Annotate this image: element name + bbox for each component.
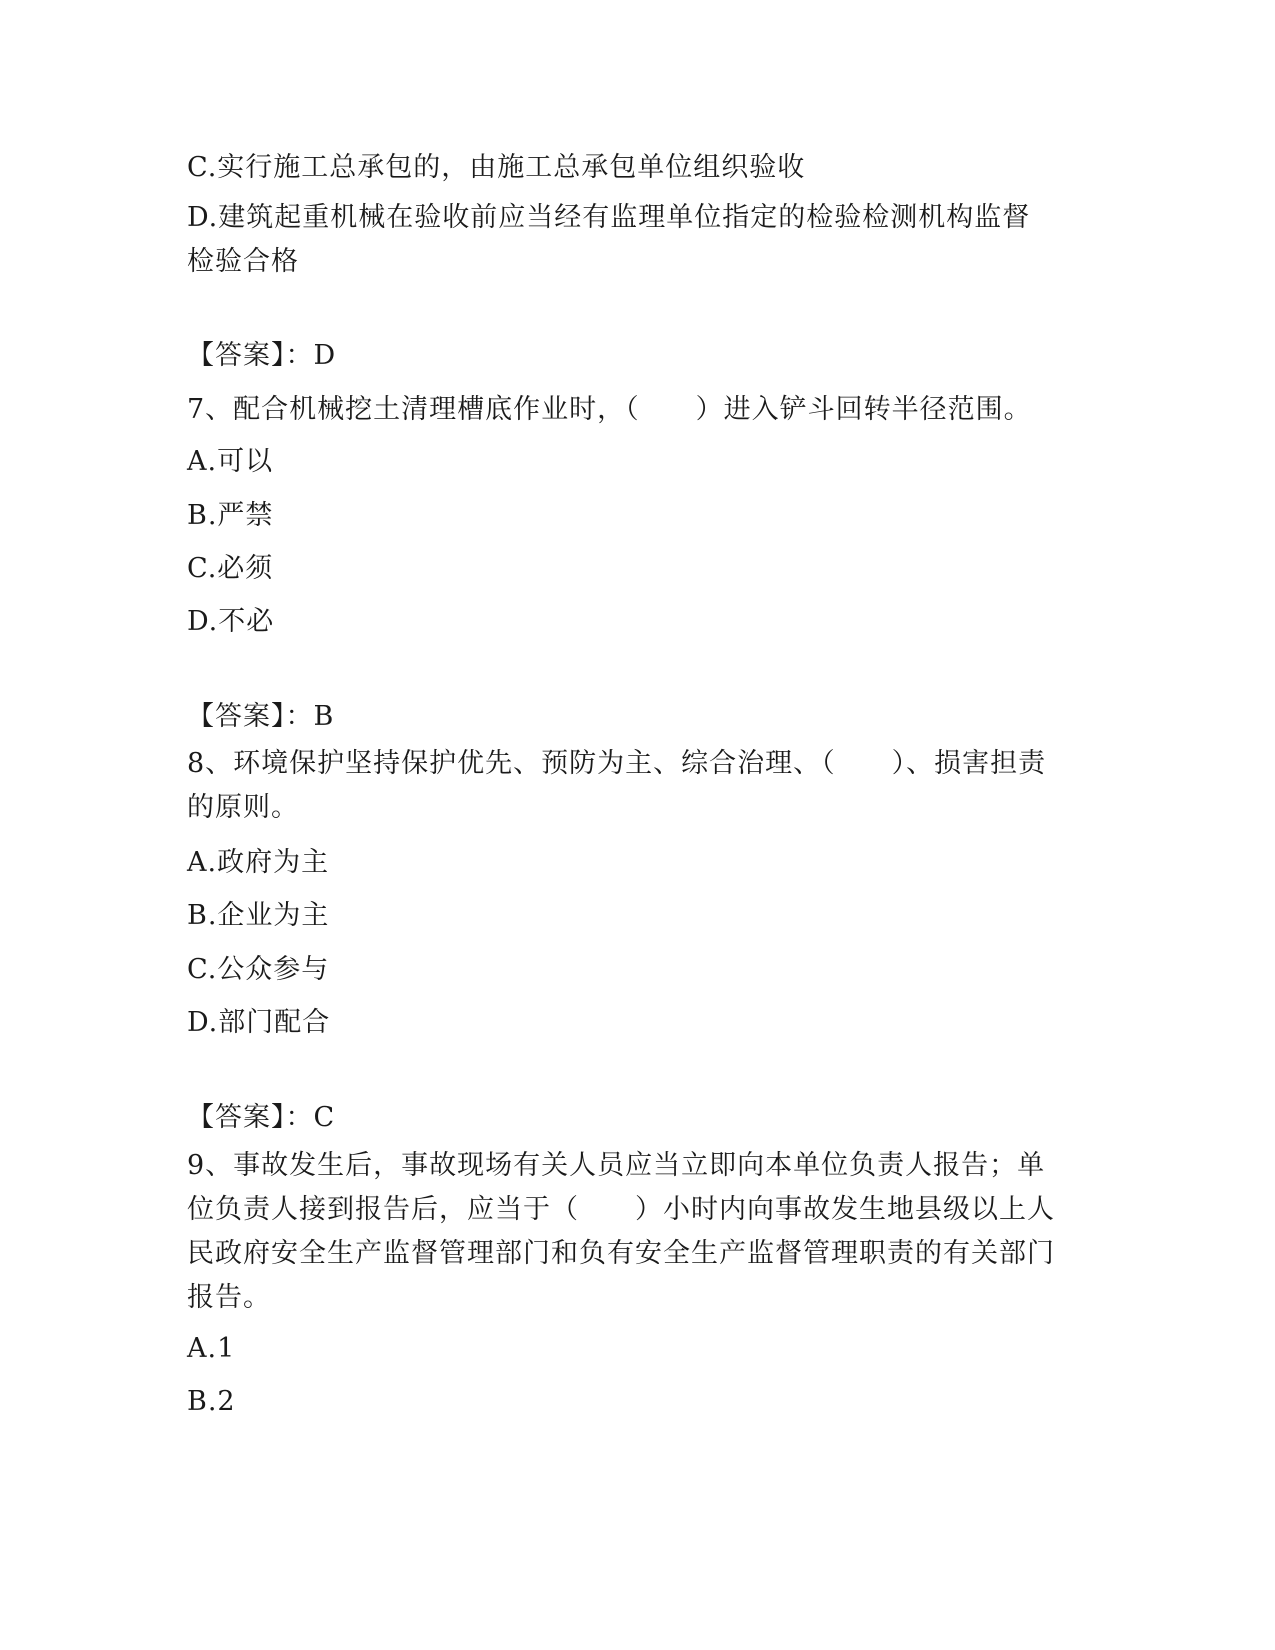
q8-option-c: C.公众参与 [187,954,330,985]
q8-question: 8、环境保护坚持保护优先、预防为主、综合治理、（ ）、损害担责的原则。 [187,748,1047,823]
q9-option-b: B.2 [187,1386,236,1417]
q6-option-d: D.建筑起重机械在验收前应当经有监理单位指定的检验检测机构监督检验合格 [187,202,1031,277]
q7-option-b: B.严禁 [187,500,274,531]
q7-option-d: D.不必 [187,606,275,637]
q6-answer: 【答案】：D [187,340,337,371]
q7-question: 7、配合机械挖土清理槽底作业时，（ ）进入铲斗回转半径范围。 [187,394,1032,425]
q8-option-a: A.政府为主 [187,847,330,878]
q6-option-c: C.实行施工总承包的，由施工总承包单位组织验收 [187,152,806,183]
q7-option-a: A.可以 [187,446,274,477]
q8-answer: 【答案】：C [187,1102,336,1133]
q7-answer: 【答案】：B [187,701,335,732]
q8-option-b: B.企业为主 [187,900,330,931]
q9-option-a: A.1 [187,1333,236,1364]
q7-option-c: C.必须 [187,553,274,584]
q9-question: 9、事故发生后，事故现场有关人员应当立即向本单位负责人报告；单位负责人接到报告后，应当于（ ）小时内向事故发生地县级以上人民政府安全生产监督管理部门和负有安全生产监督管理职责的有关部门报告。 [187,1150,1055,1313]
q8-option-d: D.部门配合 [187,1007,331,1038]
